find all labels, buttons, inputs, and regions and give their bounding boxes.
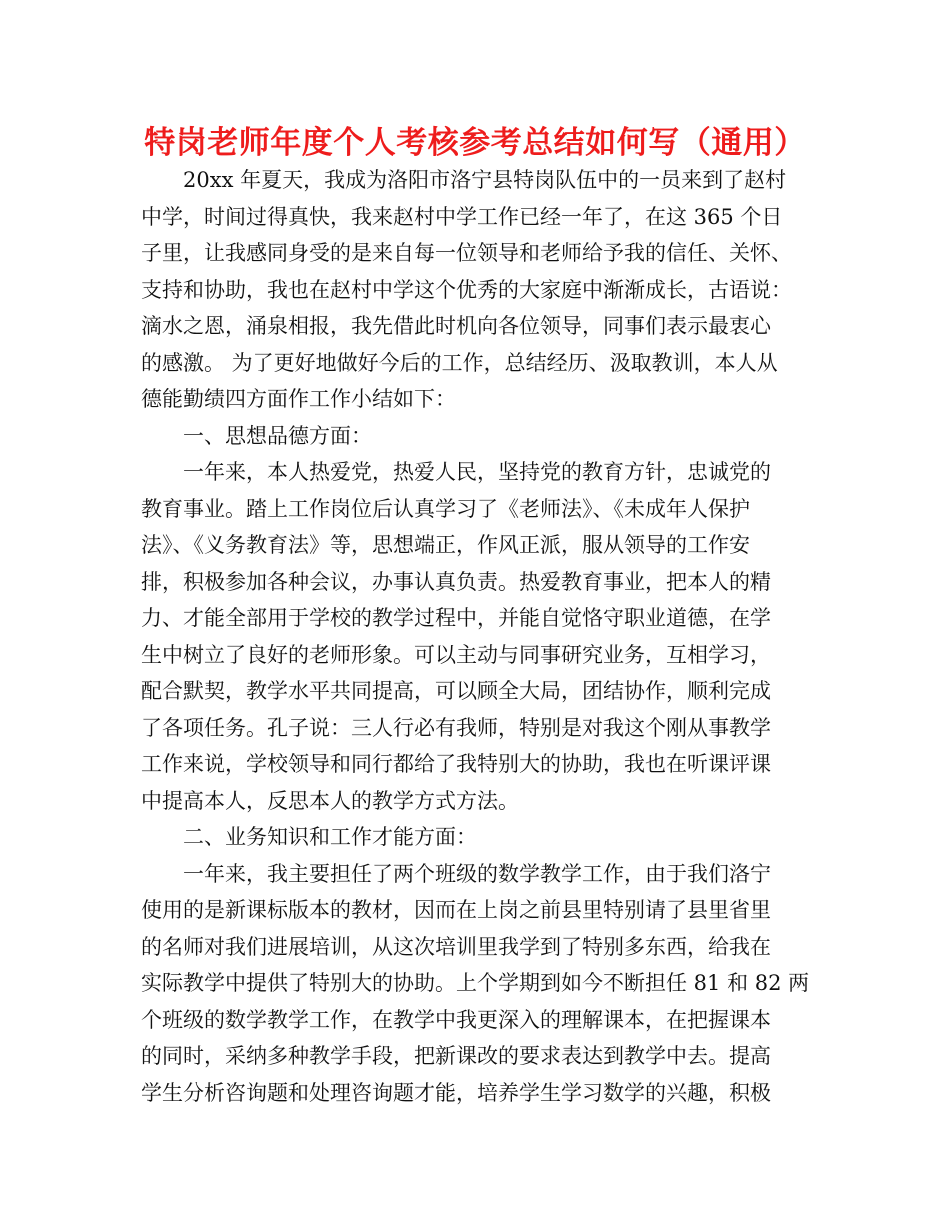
text-line: 力、才能全部用于学校的教学过程中，并能自觉恪守职业道德，在学 — [141, 606, 771, 630]
text-line: 一年来，本人热爱党，热爱人民，坚持党的教育方针，忠诚党的 — [183, 460, 771, 484]
text-line: 排，积极参加各种会议，办事认真负责。热爱教育事业，把本人的精 — [141, 569, 771, 594]
text-line: 了各项任务。孔子说：三人行必有我师，特别是对我这个刚从事教学 — [141, 715, 771, 740]
document-title: 特岗老师年度个人考核参考总结如何写（通用） — [144, 125, 806, 161]
text-line: 中提高本人，反思本人的教学方式方法。 — [141, 788, 519, 813]
text-line: 二、业务知识和工作才能方面： — [183, 825, 477, 849]
text-line: 滴水之恩，涌泉相报，我先借此时机向各位领导，同事们表示最衷心 — [141, 314, 771, 338]
text-line: 20xx 年夏天，我成为洛阳市洛宁县特岗队伍中的一员来到了赵村 — [183, 168, 787, 192]
text-line: 生中树立了良好的老师形象。可以主动与同事研究业务，互相学习， — [141, 642, 771, 667]
text-line: 教育事业。踏上工作岗位后认真学习了《老师法》、《未成年人保护 — [141, 496, 750, 521]
text-line: 工作来说，学校领导和同行都给了我特别大的协助，我也在听课评课 — [141, 752, 771, 776]
text-line: 中学，时间过得真快，我来赵村中学工作已经一年了，在这 365 个日 — [141, 204, 783, 229]
text-line: 一、思想品德方面： — [183, 423, 372, 448]
text-line: 的名师对我们进展培训，从这次培训里我学到了特别多东西，给我在 — [141, 934, 771, 959]
text-line: 配合默契，教学水平共同提高，可以顾全大局，团结协作，顺利完成 — [141, 679, 771, 703]
text-line: 实际教学中提供了特别大的协助。上个学期到如今不断担任 81 和 82 两 — [141, 971, 810, 995]
document-body — [141, 162, 821, 1111]
text-line: 法》、《义务教育法》等，思想端正，作风正派，服从领导的工作安 — [141, 533, 750, 557]
text-line: 使用的是新课标版本的教材，因而在上岗之前县里特别请了县里省里 — [141, 898, 771, 922]
text-line: 的感激。 为了更好地做好今后的工作，总结经历、汲取教训，本人从 — [141, 350, 778, 375]
text-line: 一年来，我主要担任了两个班级的数学教学工作，由于我们洛宁 — [183, 861, 771, 886]
text-line: 的同时，采纳多种教学手段，把新课改的要求表达到教学中去。提高 — [141, 1044, 771, 1068]
text-line: 学生分析咨询题和处理咨询题才能，培养学生学习数学的兴趣，积极 — [141, 1080, 771, 1105]
text-line: 支持和协助，我也在赵村中学这个优秀的大家庭中渐渐成长，古语说： — [141, 277, 792, 302]
text-line: 德能勤绩四方面作工作小结如下： — [141, 387, 456, 411]
text-line: 个班级的数学教学工作，在教学中我更深入的理解课本，在把握课本 — [141, 1007, 771, 1032]
text-line: 子里，让我感同身受的是来自每一位领导和老师给予我的信任、关怀、 — [141, 241, 792, 265]
